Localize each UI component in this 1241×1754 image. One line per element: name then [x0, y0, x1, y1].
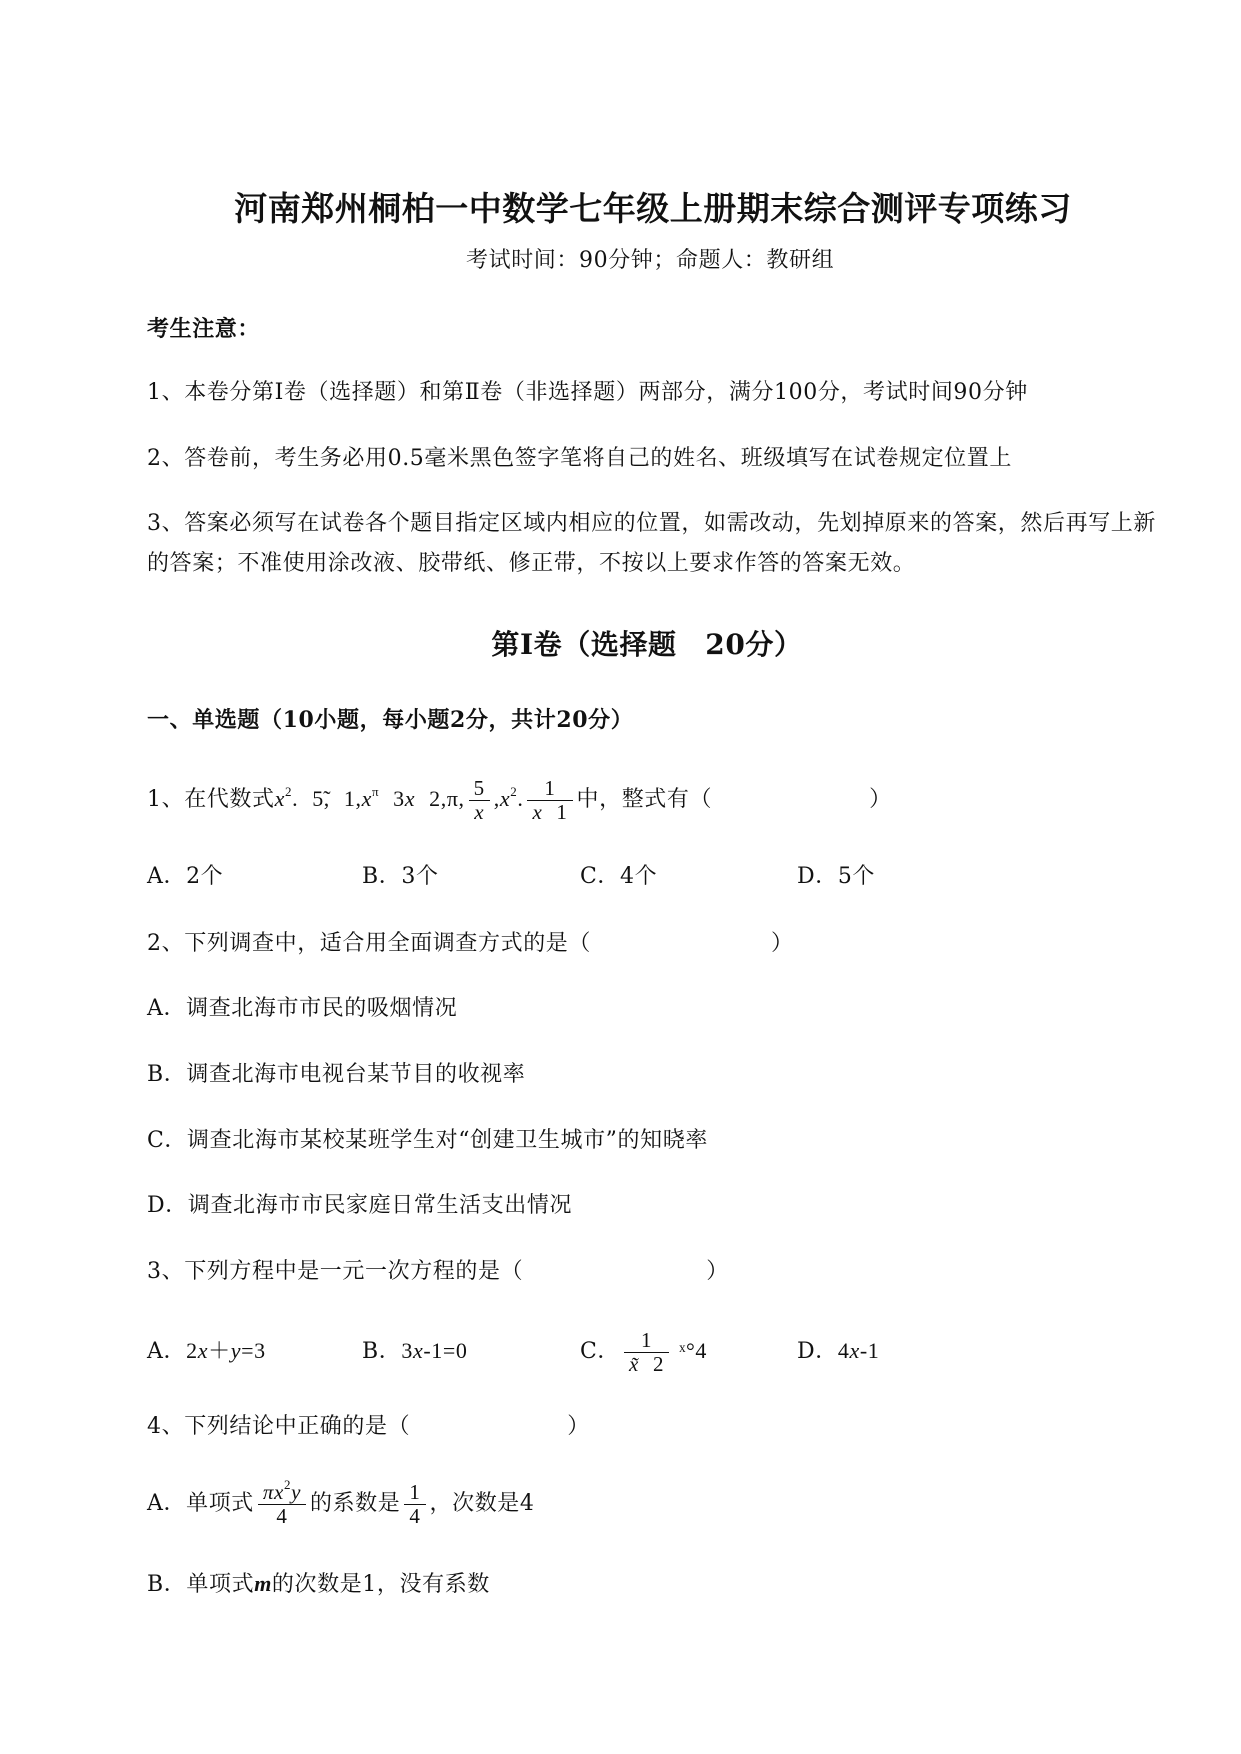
q4-option-b-label: B．	[147, 1572, 187, 1597]
q3-option-a-coef: 2	[186, 1338, 198, 1363]
notice-item-2: 2、答卷前，考生务必用0.5毫米黑色签字笔将自己的姓名、班级填写在试卷规定位置上	[147, 446, 1012, 471]
q1-fraction-1-denominator-var: x	[532, 799, 543, 824]
q1-term-dot: .	[292, 786, 299, 811]
q4-option-a-monomial-numerator	[258, 1476, 306, 1505]
q3-option-c-denominator-var: x̃	[629, 1351, 639, 1376]
q1-option-d: D．5个	[797, 864, 876, 889]
q3-option-c-denominator	[624, 1353, 669, 1376]
q4-option-b-variable: m	[254, 1571, 272, 1596]
q4-option-a-x-exponent: 2	[283, 1476, 292, 1492]
q1-term-x: x	[274, 786, 285, 811]
q1-term-one: 1,	[343, 786, 362, 811]
q4-option-b-text-2: 的次数是1，没有系数	[271, 1572, 490, 1597]
q3-option-d-rest: -1	[859, 1338, 880, 1363]
notice-item-3-line-2: 的答案；不准使用涂改液、胶带纸、修正带，不按以上要求作答的答案无效。	[147, 551, 916, 576]
q1-term-3x-coefficient: 3	[393, 786, 405, 811]
q1-close-paren: ）	[869, 787, 892, 812]
q4-option-a-label: A．	[147, 1491, 187, 1516]
q4-option-a-coefficient-numerator: 1	[404, 1481, 425, 1505]
notice-item-3-line-1: 3、答案必须写在试卷各个题目指定区域内相应的位置，如需改动，先划掉原来的答案，然后再写上新	[147, 511, 1156, 536]
q3-option-b-rest: -1=0	[423, 1338, 468, 1363]
q1-term-x-pi-base: x	[361, 786, 372, 811]
q1-term-two-pi: 2,π,	[429, 786, 465, 811]
q3-option-b-label: B．	[362, 1339, 402, 1364]
part-title: 一、单选题（10小题，每小题2分，共计20分）	[147, 707, 634, 733]
q4-option-a-text-3: ，次数是4	[429, 1491, 535, 1516]
q3-option-b-coef: 3	[401, 1338, 413, 1363]
q3-option-a-rhs: =3	[241, 1338, 266, 1363]
q1-stem-text: 1、在代数式	[147, 787, 275, 812]
q1-term-x-squared: x	[499, 786, 511, 811]
q4-option-a-x: x	[274, 1479, 284, 1504]
q2-option-a: A．调查北海市市民的吸烟情况	[147, 996, 458, 1021]
q3-option-a-plus: ＋	[208, 1338, 231, 1363]
q3-option-d-coef: 4	[837, 1338, 850, 1363]
q4-option-a	[147, 1476, 535, 1532]
q4-option-a-pi: π	[262, 1479, 275, 1504]
notice-heading: 考生注意：	[147, 316, 261, 342]
q4-option-a-text-1: 单项式	[186, 1491, 254, 1516]
q3-option-a-label: A．	[147, 1339, 187, 1364]
q1-term-3x-variable: x	[404, 786, 416, 811]
q1-term-comma: ,	[493, 786, 500, 811]
q2-option-b: B．调查北海市电视台某节目的收视率	[147, 1062, 526, 1087]
q4-option-b-text-1: 单项式	[186, 1572, 255, 1597]
q3-option-d-label: D．	[797, 1339, 838, 1364]
q1-term-dot-2: .	[517, 786, 524, 811]
q3-stem-text: 3、下列方程中是一元一次方程的是（	[147, 1259, 524, 1284]
q4-option-a-coefficient-denominator: 4	[409, 1503, 421, 1528]
section-title: 第Ⅰ卷（选择题 20分）	[491, 628, 803, 661]
q3-close-paren: ）	[706, 1259, 729, 1284]
q2-option-c: C．调查北海市某校某班学生对“创建卫生城市”的知晓率	[147, 1128, 708, 1153]
q1-term-five: 5̃,	[312, 786, 330, 811]
q1-term-x-exponent: 2	[284, 784, 293, 799]
q4-option-a-monomial-fraction	[258, 1476, 306, 1528]
q3-option-b	[362, 1323, 468, 1380]
q3-option-b-x: x	[412, 1338, 424, 1363]
q4-option-a-coefficient-fraction	[404, 1481, 425, 1528]
q3-option-c-label: C．	[580, 1339, 621, 1364]
q3-option-a	[147, 1323, 266, 1380]
question-1-stem	[147, 771, 892, 828]
q1-option-a: A．2个	[147, 864, 224, 889]
q3-option-c-tail: ˣ°4	[679, 1338, 708, 1363]
q1-fraction-1-denominator-num: 1	[556, 799, 568, 824]
q1-fraction-5-denominator: x	[474, 799, 485, 824]
q1-option-b: B．3个	[362, 864, 439, 889]
q2-stem-text: 2、下列调查中，适合用全面调查方式的是（	[147, 931, 591, 956]
q1-fraction-5-numerator: 5	[469, 777, 490, 801]
q2-close-paren: ）	[771, 931, 794, 956]
q1-stem-end: 中，整式有（	[576, 787, 713, 812]
exam-title: 河南郑州桐柏一中数学七年级上册期末综合测评专项练习	[234, 189, 1072, 228]
q4-option-b	[147, 1569, 490, 1600]
question-4-stem	[147, 1412, 590, 1442]
q3-option-d	[797, 1323, 879, 1380]
q3-option-c-fraction	[624, 1329, 669, 1376]
q3-option-c	[580, 1323, 707, 1380]
q3-option-a-x: x	[197, 1338, 209, 1363]
q4-stem-text: 4、下列结论中正确的是（	[147, 1414, 411, 1439]
q1-option-c: C．4个	[580, 864, 658, 889]
q3-option-c-numerator: 1	[624, 1329, 669, 1353]
q4-option-a-text-2: 的系数是	[309, 1491, 401, 1516]
q1-fraction-5-over-x	[469, 777, 490, 824]
question-2-stem	[147, 929, 794, 959]
q1-term-x-pi-exponent: π	[371, 784, 380, 799]
q1-fraction-1-numerator: 1	[527, 777, 572, 801]
exam-subtitle: 考试时间：90分钟；命题人：教研组	[466, 248, 835, 273]
q3-option-d-x: x	[849, 1338, 860, 1363]
q1-fraction-1-over-x-1	[527, 777, 572, 824]
q2-option-d: D．调查北海市市民家庭日常生活支出情况	[147, 1193, 573, 1218]
q4-option-a-monomial-denominator: 4	[276, 1503, 288, 1528]
q1-term-x-squared-exponent: 2	[510, 784, 518, 799]
notice-item-1: 1、本卷分第Ⅰ卷（选择题）和第Ⅱ卷（非选择题）两部分，满分100分，考试时间90分钟	[147, 380, 1028, 405]
q1-fraction-1-denominator	[527, 801, 572, 824]
q3-option-a-y: y	[230, 1338, 242, 1363]
q3-option-c-denominator-num: 2	[652, 1351, 665, 1376]
q4-close-paren: ）	[567, 1414, 590, 1439]
q4-option-a-y: y	[291, 1479, 301, 1504]
question-3-stem	[147, 1257, 729, 1287]
